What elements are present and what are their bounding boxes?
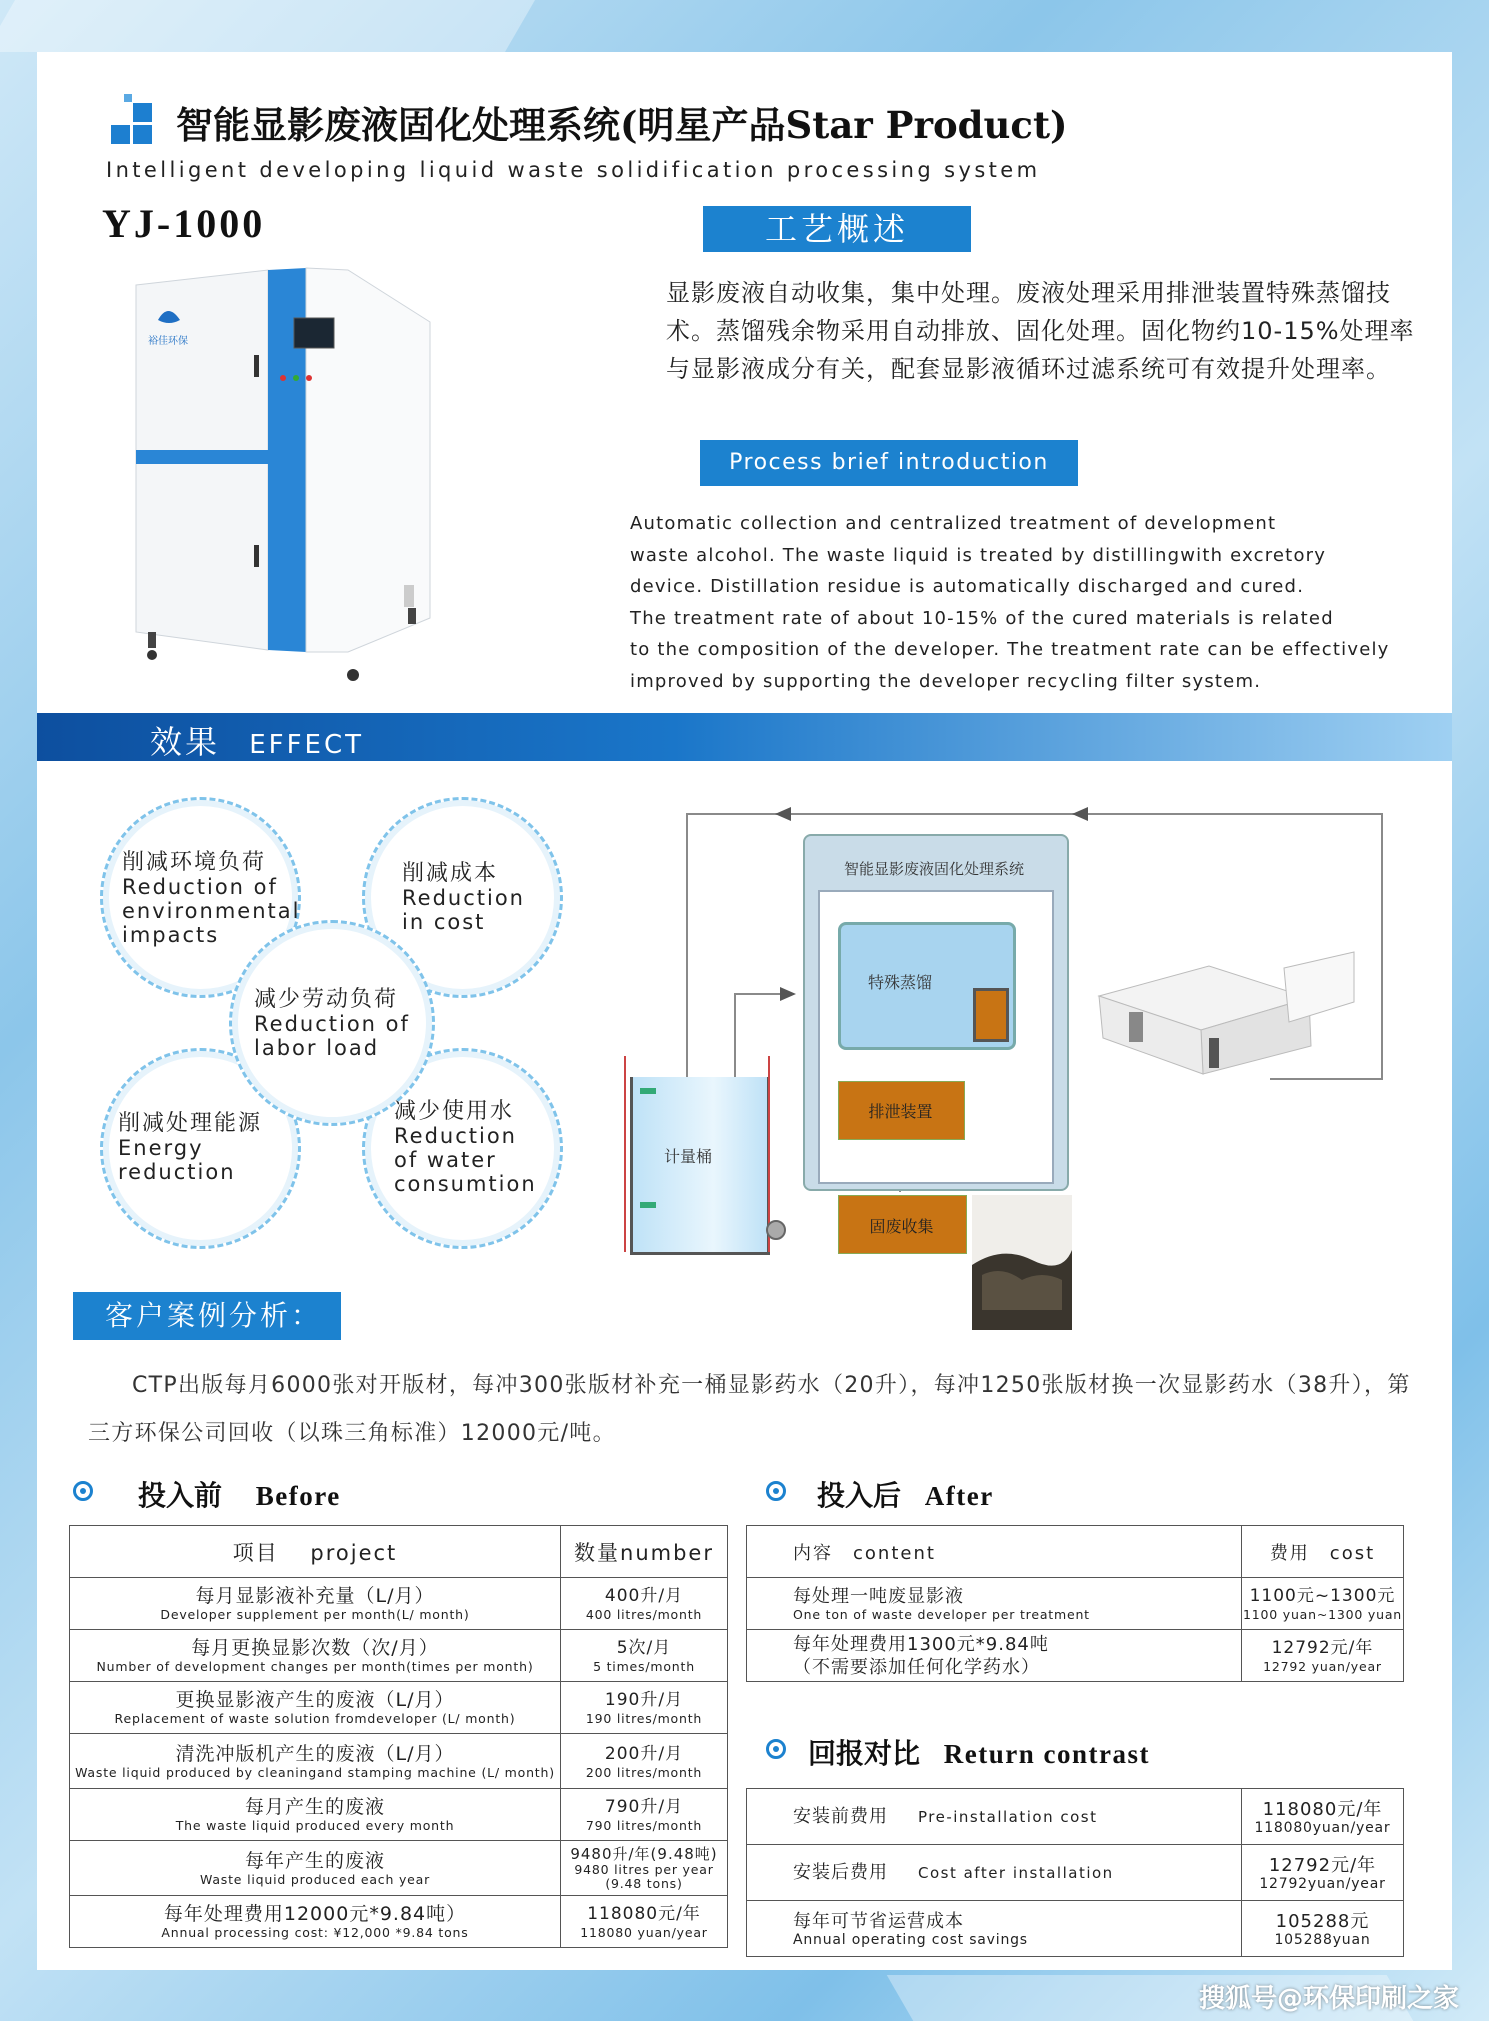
before-heading-en: Before xyxy=(255,1481,341,1511)
process-line: to the composition of the developer. The treatment rate can be effectively xyxy=(630,639,1390,660)
process-line: waste alcohol. The waste liquid is treated by distillingwith excretory xyxy=(630,544,1327,566)
table-row: 每处理一吨废显影液 One ton of waste developer per treatment 1100元~1300元 1100 yuan~1300 yuan xyxy=(747,1578,1404,1630)
returns-heading-cn: 回报对比 xyxy=(808,1737,921,1770)
process-line: device. Distillation residue is automatically discharged and cured. xyxy=(630,576,1305,597)
machine-brand-label: 裕佳环保 xyxy=(148,336,188,347)
table-row: 清洗冲版机产生的废液（L/月） Waste liquid produced by cleaningand stamping machine (L/ month) 200升/月 200 litres/month xyxy=(70,1734,728,1789)
arrow-icon xyxy=(780,986,796,1002)
effect-item: 削减环境负荷 Reduction of environmental impacts xyxy=(122,850,301,947)
after-heading-en: After xyxy=(924,1481,994,1511)
bullet-icon xyxy=(73,1481,93,1501)
after-col-cost: 费用 cost xyxy=(1242,1526,1404,1578)
plate-processor-image xyxy=(1089,938,1359,1078)
model-number: YJ-1000 xyxy=(102,201,266,246)
table-row: 每年处理费用12000元*9.84吨） Annual processing cost: ¥12,000 *9.84 tons 118080元/年 118080 yuan/year xyxy=(70,1896,728,1948)
table-row: 每月显影液补充量（L/月） Developer supplement per month(L/ month) 400升/月 400 litres/month xyxy=(70,1578,728,1630)
before-table xyxy=(69,1525,728,1948)
arrow-icon xyxy=(775,806,791,822)
table-row: 安装前费用 Pre-installation cost 118080元/年 118080yuan/year xyxy=(747,1789,1404,1845)
before-heading-cn: 投入前 xyxy=(138,1479,223,1512)
bullet-icon xyxy=(766,1481,786,1501)
after-heading-cn: 投入后 xyxy=(817,1479,902,1512)
table-row: 每年处理费用1300元*9.84吨 （不需要添加任何化学药水） 12792元/年 12792 yuan/year xyxy=(747,1630,1404,1682)
bucket-label: 计量桶 xyxy=(664,1147,713,1166)
after-heading xyxy=(817,1474,994,1514)
effect-item: 减少使用水 Reduction of water consumtion xyxy=(394,1099,537,1196)
returns-heading-en: Return contrast xyxy=(943,1739,1150,1769)
returns-table xyxy=(746,1788,1404,1957)
effect-heading-cn: 效果 xyxy=(150,723,221,761)
cases-description: CTP出版每月6000张对开版材，每冲300张版材补充一桶显影药水（20升），每冲1250张版材换一次显影药水（38升），第三方环保公司回收（以珠三角标准）12000元/吨。 xyxy=(88,1373,1411,1446)
cases-heading: 客户案例分析： xyxy=(73,1292,341,1340)
effect-heading xyxy=(150,717,364,763)
process-description-cn: 显影废液自动收集，集中处理。废液处理采用排泄装置特殊蒸馏技术。蒸馏残余物采用自动排放、固化处理。固化物约10-15%处理率与显影液成分有关，配套显影液循环过滤系统可有效提升处理率。 xyxy=(666,279,1415,383)
before-heading xyxy=(138,1474,341,1514)
after-col-content: 内容 content xyxy=(747,1526,1242,1578)
page-subtitle: Intelligent developing liquid waste solidification processing system xyxy=(106,158,1041,182)
distill-label: 特殊蒸馏 xyxy=(868,973,933,992)
background-shard xyxy=(0,0,535,52)
process-line: The treatment rate of about 10-15% of the cured materials is related xyxy=(630,607,1334,629)
before-col-project: 项目 project xyxy=(70,1526,561,1578)
table-row: 安装后费用 Cost after installation 12792元/年 12792yuan/year xyxy=(747,1845,1404,1901)
drain-label: 排泄装置 xyxy=(868,1102,933,1121)
watermark: 搜狐号@环保印刷之家 xyxy=(1198,1984,1459,2014)
table-row: 每月产生的废液 The waste liquid produced every month 790升/月 790 litres/month xyxy=(70,1789,728,1841)
process-tag-en: Process brief introduction xyxy=(700,440,1078,486)
table-row: 每月更换显影次数（次/月） Number of development changes per month(times per month) 5次/月 5 times/month xyxy=(70,1630,728,1682)
returns-heading xyxy=(808,1732,1150,1772)
effect-item: 削减成本 Reduction in cost xyxy=(402,861,525,934)
effect-heading-en: EFFECT xyxy=(249,730,364,760)
effect-item: 减少劳动负荷 Reduction of labor load xyxy=(254,987,410,1060)
table-row: 每年产生的废液 Waste liquid produced each year 9480升/年(9.48吨) 9480 litres per year (9.48 tons) xyxy=(70,1841,728,1896)
table-row: 更换显影液产生的废液（L/月） Replacement of waste solution fromdeveloper (L/ month) 190升/月 190 litres/month xyxy=(70,1682,728,1734)
effect-item: 削减处理能源 Energy reduction xyxy=(118,1111,263,1184)
process-tag-cn: 工艺概述 xyxy=(703,206,971,252)
system-label: 智能显影废液固化处理系统 xyxy=(843,860,1024,878)
bullet-icon xyxy=(766,1739,786,1759)
page-title: 智能显影废液固化处理系统(明星产品Star Product) xyxy=(176,103,1068,147)
process-description-en xyxy=(630,508,1420,697)
arrow-icon xyxy=(1072,806,1088,822)
before-col-number: 数量number xyxy=(561,1526,728,1578)
table-row: 每年可节省运营成本 Annual operating cost savings 105288元 105288yuan xyxy=(747,1901,1404,1957)
after-table xyxy=(746,1525,1404,1682)
process-line: improved by supporting the developer recycling filter system. xyxy=(630,670,1262,692)
solid-waste-photo xyxy=(972,1195,1072,1330)
solid-collection-label: 固废收集 xyxy=(869,1217,934,1236)
process-line: Automatic collection and centralized treatment of development xyxy=(630,513,1277,534)
